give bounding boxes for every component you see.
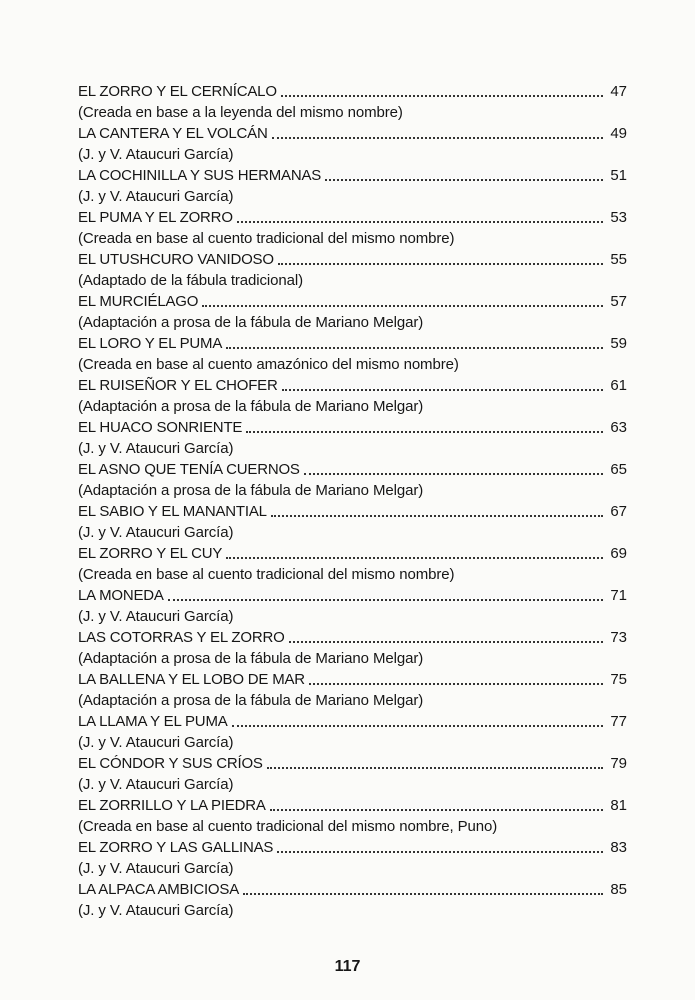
toc-entry-row[interactable] [78, 838, 627, 858]
toc-entry-source: (Adaptación a prosa de la fábula de Mariano Melgar) [78, 314, 424, 331]
toc-entry-row[interactable] [78, 418, 627, 438]
toc-entry-row[interactable] [78, 544, 627, 564]
toc-entry [78, 712, 627, 754]
toc-entry [78, 124, 627, 166]
toc-entry-title: EL PUMA Y EL ZORRO [78, 209, 233, 226]
dot-leader [270, 809, 603, 811]
toc-entry-source: (Creada en base al cuento tradicional del mismo nombre, Puno) [78, 818, 498, 835]
toc-entry-row[interactable] [78, 880, 627, 900]
toc-entry-source: (Adaptación a prosa de la fábula de Mariano Melgar) [78, 650, 424, 667]
toc-entry [78, 796, 627, 838]
toc-entry [78, 292, 627, 334]
dot-leader [226, 347, 603, 349]
toc-entry-source: (J. y V. Ataucuri García) [78, 608, 234, 625]
toc-entry-source: (Adaptación a prosa de la fábula de Mariano Melgar) [78, 482, 424, 499]
toc-entry-row[interactable] [78, 250, 627, 270]
table-of-contents [78, 82, 627, 922]
toc-entry-row[interactable] [78, 292, 627, 312]
toc-entry-title: EL UTUSHCURO VANIDOSO [78, 251, 274, 268]
toc-entry-page-number: 65 [610, 461, 627, 478]
toc-entry-page-number: 67 [610, 503, 627, 520]
toc-entry-source: (J. y V. Ataucuri García) [78, 776, 234, 793]
toc-entry-source: (Creada en base a la leyenda del mismo nombre) [78, 104, 403, 121]
toc-entry-title: EL HUACO SONRIENTE [78, 419, 243, 436]
dot-leader [277, 851, 603, 853]
dot-leader [278, 263, 603, 265]
toc-entry-source: (J. y V. Ataucuri García) [78, 524, 234, 541]
toc-entry-row[interactable] [78, 208, 627, 228]
toc-entry-row[interactable] [78, 166, 627, 186]
toc-entry-title: EL ASNO QUE TENÍA CUERNOS [78, 461, 300, 478]
dot-leader [271, 515, 603, 517]
toc-entry [78, 208, 627, 250]
toc-entry-source: (Adaptación a prosa de la fábula de Mariano Melgar) [78, 398, 424, 415]
dot-leader [267, 767, 603, 769]
toc-entry [78, 838, 627, 880]
toc-entry-row[interactable] [78, 334, 627, 354]
dot-leader [309, 683, 603, 685]
toc-entry-title: LA ALPACA AMBICIOSA [78, 881, 240, 898]
toc-entry-title: EL LORO Y EL PUMA [78, 335, 223, 352]
toc-entry-row[interactable] [78, 712, 627, 732]
toc-entry [78, 544, 627, 586]
toc-entry-row[interactable] [78, 586, 627, 606]
toc-entry-source: (J. y V. Ataucuri García) [78, 146, 234, 163]
toc-entry-title: EL MURCIÉLAGO [78, 293, 199, 310]
toc-entry-row[interactable] [78, 754, 627, 774]
dot-leader [281, 95, 603, 97]
toc-entry-title: LA LLAMA Y EL PUMA [78, 713, 228, 730]
toc-entry-title: EL ZORRO Y EL CERNÍCALO [78, 83, 277, 100]
toc-entry-page-number: 69 [610, 545, 627, 562]
toc-entry-title: EL ZORRO Y EL CUY [78, 545, 223, 562]
toc-entry-title: EL RUISEÑOR Y EL CHOFER [78, 377, 278, 394]
toc-entry-source: (Adaptación a prosa de la fábula de Mariano Melgar) [78, 692, 424, 709]
toc-entry-page-number: 63 [610, 419, 627, 436]
toc-entry-title: EL SABIO Y EL MANANTIAL [78, 503, 267, 520]
toc-entry-source: (J. y V. Ataucuri García) [78, 734, 234, 751]
dot-leader [237, 221, 603, 223]
toc-entry-row[interactable] [78, 670, 627, 690]
toc-entry [78, 586, 627, 628]
toc-entry-title: EL ZORRILLO Y LA PIEDRA [78, 797, 266, 814]
toc-entry-source: (Adaptado de la fábula tradicional) [78, 272, 303, 289]
toc-entry-page-number: 75 [610, 671, 627, 688]
dot-leader [243, 893, 603, 895]
toc-entry-source: (Creada en base al cuento tradicional del mismo nombre) [78, 230, 455, 247]
toc-entry-page-number: 85 [610, 881, 627, 898]
dot-leader [325, 179, 603, 181]
toc-entry-page-number: 73 [610, 629, 627, 646]
toc-entry [78, 418, 627, 460]
toc-entry-source: (J. y V. Ataucuri García) [78, 860, 234, 877]
dot-leader [168, 599, 603, 601]
toc-entry [78, 670, 627, 712]
toc-entry-page-number: 83 [610, 839, 627, 856]
toc-entry [78, 460, 627, 502]
toc-entry-page-number: 51 [610, 167, 627, 184]
toc-entry-source: (Creada en base al cuento amazónico del mismo nombre) [78, 356, 459, 373]
toc-entry-source: (J. y V. Ataucuri García) [78, 188, 234, 205]
dot-leader [304, 473, 603, 475]
dot-leader [226, 557, 603, 559]
dot-leader [272, 137, 603, 139]
toc-entry-page-number: 71 [610, 587, 627, 604]
toc-entry [78, 880, 627, 922]
toc-entry-page-number: 79 [610, 755, 627, 772]
dot-leader [202, 305, 603, 307]
toc-entry-row[interactable] [78, 124, 627, 144]
toc-entry-page-number: 59 [610, 335, 627, 352]
toc-entry [78, 334, 627, 376]
dot-leader [246, 431, 603, 433]
page-number: 117 [334, 958, 361, 975]
toc-entry [78, 754, 627, 796]
toc-entry [78, 166, 627, 208]
toc-entry-page-number: 81 [610, 797, 627, 814]
toc-entry-title: LA CANTERA Y EL VOLCÁN [78, 125, 268, 142]
toc-entry-title: LAS COTORRAS Y EL ZORRO [78, 629, 285, 646]
dot-leader [232, 725, 603, 727]
toc-entry-page-number: 47 [610, 83, 627, 100]
toc-entry-title: LA COCHINILLA Y SUS HERMANAS [78, 167, 322, 184]
toc-entry-row[interactable] [78, 460, 627, 480]
toc-entry [78, 628, 627, 670]
toc-entry-row[interactable] [78, 502, 627, 522]
toc-entry-title: LA MONEDA [78, 587, 164, 604]
dot-leader [289, 641, 603, 643]
toc-entry-source: (J. y V. Ataucuri García) [78, 902, 234, 919]
toc-entry-row[interactable] [78, 82, 627, 102]
toc-entry [78, 376, 627, 418]
toc-entry-row[interactable] [78, 376, 627, 396]
toc-entry [78, 250, 627, 292]
toc-entry-page-number: 77 [610, 713, 627, 730]
toc-entry-page-number: 55 [610, 251, 627, 268]
toc-entry-source: (Creada en base al cuento tradicional del mismo nombre) [78, 566, 455, 583]
toc-entry-row[interactable] [78, 628, 627, 648]
toc-entry-page-number: 57 [610, 293, 627, 310]
toc-entry-page-number: 61 [610, 377, 627, 394]
toc-entry-title: EL ZORRO Y LAS GALLINAS [78, 839, 274, 856]
toc-entry [78, 502, 627, 544]
toc-entry-page-number: 49 [610, 125, 627, 142]
toc-entry-page-number: 53 [610, 209, 627, 226]
toc-entry [78, 82, 627, 124]
toc-entry-source: (J. y V. Ataucuri García) [78, 440, 234, 457]
toc-entry-title: EL CÓNDOR Y SUS CRÍOS [78, 755, 263, 772]
toc-entry-title: LA BALLENA Y EL LOBO DE MAR [78, 671, 305, 688]
toc-entry-row[interactable] [78, 796, 627, 816]
dot-leader [282, 389, 603, 391]
